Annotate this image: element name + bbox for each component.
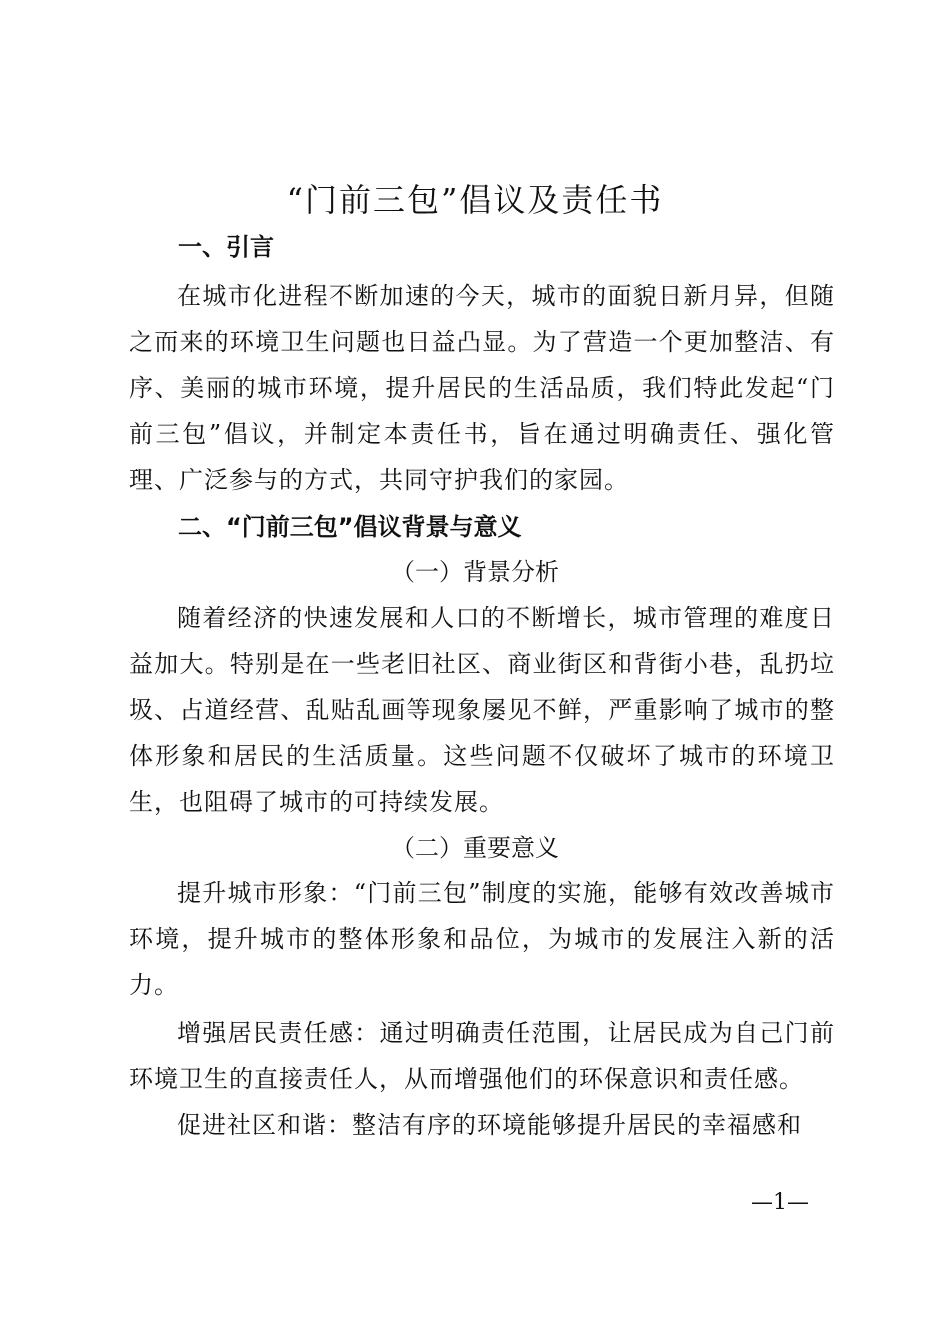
document-title: “门前三包”倡议及责任书 (286, 181, 664, 219)
significance-paragraph-1: 提升城市形象：“门前三包”制度的实施，能够有效改善城市环境，提升城市的整体形象和品位，为城市的发展注入新的活力。 (129, 879, 835, 999)
analysis-paragraph: 随着经济的快速发展和人口的不断增长，城市管理的难度日益加大。特别是在一些老旧社区、商业街区和背街小巷，乱扔垃圾、占道经营、乱贴乱画等现象屡见不鲜，严重影响了城市的整体形象和居民的生活质量。这些问题不仅破坏了城市的环境卫生，也阻碍了城市的可持续发展。 (129, 604, 835, 816)
page-number: —1— (751, 1190, 809, 1215)
subsection-heading-analysis: （一）背景分析 (391, 558, 559, 586)
significance-paragraph-3: 促进社区和谐：整洁有序的环境能够提升居民的幸福感和 (177, 1111, 802, 1139)
section-heading-intro: 一、引言 (178, 233, 274, 261)
significance-paragraph-2: 增强居民责任感：通过明确责任范围，让居民成为自己门前环境卫生的直接责任人，从而增强他们的环保意识和责任感。 (129, 1019, 835, 1093)
subsection-heading-significance: （二）重要意义 (391, 834, 559, 862)
section-heading-background: 二、“门前三包”倡议背景与意义 (178, 513, 522, 541)
intro-paragraph: 在城市化进程不断加速的今天，城市的面貌日新月异，但随之而来的环境卫生问题也日益凸显。为了营造一个更加整洁、有序、美丽的城市环境，提升居民的生活品质，我们特此发起“门前三包”倡议，并制定本责任书，旨在通过明确责任、强化管理、广泛参与的方式，共同守护我们的家园。 (129, 282, 835, 494)
